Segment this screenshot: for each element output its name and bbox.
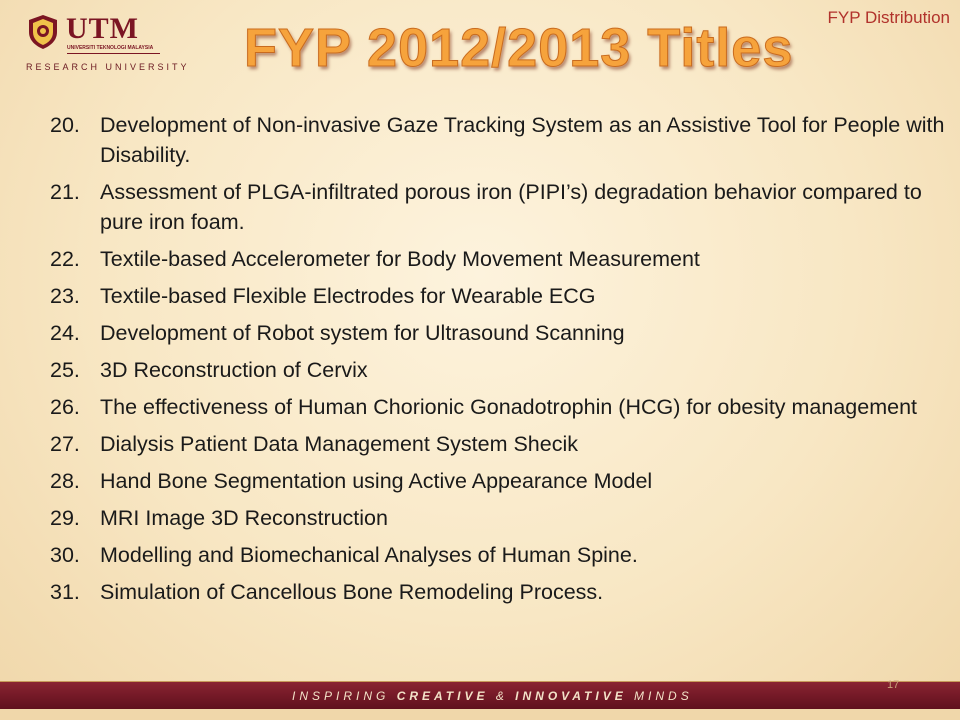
item-number: 31. [50, 580, 80, 604]
title-list-item [50, 355, 955, 385]
item-number: 26. [50, 395, 80, 419]
item-title: The effectiveness of Human Chorionic Gonadotrophin (HCG) for obesity management [100, 395, 918, 419]
title-list-item [50, 318, 955, 348]
utm-logo [26, 12, 190, 72]
title-list-item [50, 110, 955, 170]
item-title: Simulation of Cancellous Bone Remodeling Process. [100, 580, 604, 604]
title-list-item [50, 392, 955, 422]
item-title: Development of Non-invasive Gaze Tracking System as an Assistive Tool for People with Disability. [100, 113, 945, 167]
item-number: 25. [50, 358, 80, 382]
item-title: Modelling and Biomechanical Analyses of Human Spine. [100, 543, 638, 567]
page-number: 17 [887, 679, 900, 691]
tagline-part: CREATIVE [396, 689, 489, 703]
title-list-item [50, 466, 955, 496]
item-number: 29. [50, 506, 80, 530]
tagline-part: & [488, 689, 516, 703]
item-title: Textile-based Flexible Electrodes for Wearable ECG [100, 284, 596, 308]
slide-title: FYP 2012/2013 Titles [244, 18, 794, 78]
title-list-item [50, 577, 955, 607]
item-number: 30. [50, 543, 80, 567]
title-list-item [50, 429, 955, 459]
item-title: Dialysis Patient Data Management System Shecik [100, 432, 578, 456]
footer-band [0, 681, 960, 710]
item-title: 3D Reconstruction of Cervix [100, 358, 368, 382]
item-number: 24. [50, 321, 80, 345]
title-list-item [50, 177, 955, 237]
item-number: 28. [50, 469, 80, 493]
tagline-part: INNOVATIVE [515, 689, 627, 703]
utm-crest-icon [26, 14, 60, 50]
title-list-item [50, 540, 955, 570]
item-title: Assessment of PLGA-infiltrated porous iron (PIPI’s) degradation behavior compared to pure iron foam. [100, 180, 922, 234]
logo-divider [67, 53, 160, 54]
title-list-item [50, 503, 955, 533]
footer-tagline [292, 689, 693, 703]
item-title: MRI Image 3D Reconstruction [100, 506, 388, 530]
section-label: FYP Distribution [827, 8, 950, 27]
tagline-part: MINDS [626, 689, 693, 703]
item-title: Development of Robot system for Ultrasound Scanning [100, 321, 625, 345]
item-number: 23. [50, 284, 80, 308]
item-number: 27. [50, 432, 80, 456]
item-title: Textile-based Accelerometer for Body Movement Measurement [100, 247, 700, 271]
title-list-item [50, 244, 955, 274]
item-number: 22. [50, 247, 80, 271]
item-title: Hand Bone Segmentation using Active Appearance Model [100, 469, 653, 493]
footer-stripe [0, 709, 960, 720]
tagline-part: INSPIRING [292, 689, 397, 703]
title-list-item [50, 281, 955, 311]
titles-list [50, 110, 955, 614]
logo-name: UTM [66, 12, 139, 45]
item-number: 20. [50, 113, 80, 137]
logo-subtitle: UNIVERSITI TEKNOLOGI MALAYSIA [67, 45, 154, 51]
logo-tagline: RESEARCH UNIVERSITY [26, 62, 190, 72]
item-number: 21. [50, 180, 80, 204]
